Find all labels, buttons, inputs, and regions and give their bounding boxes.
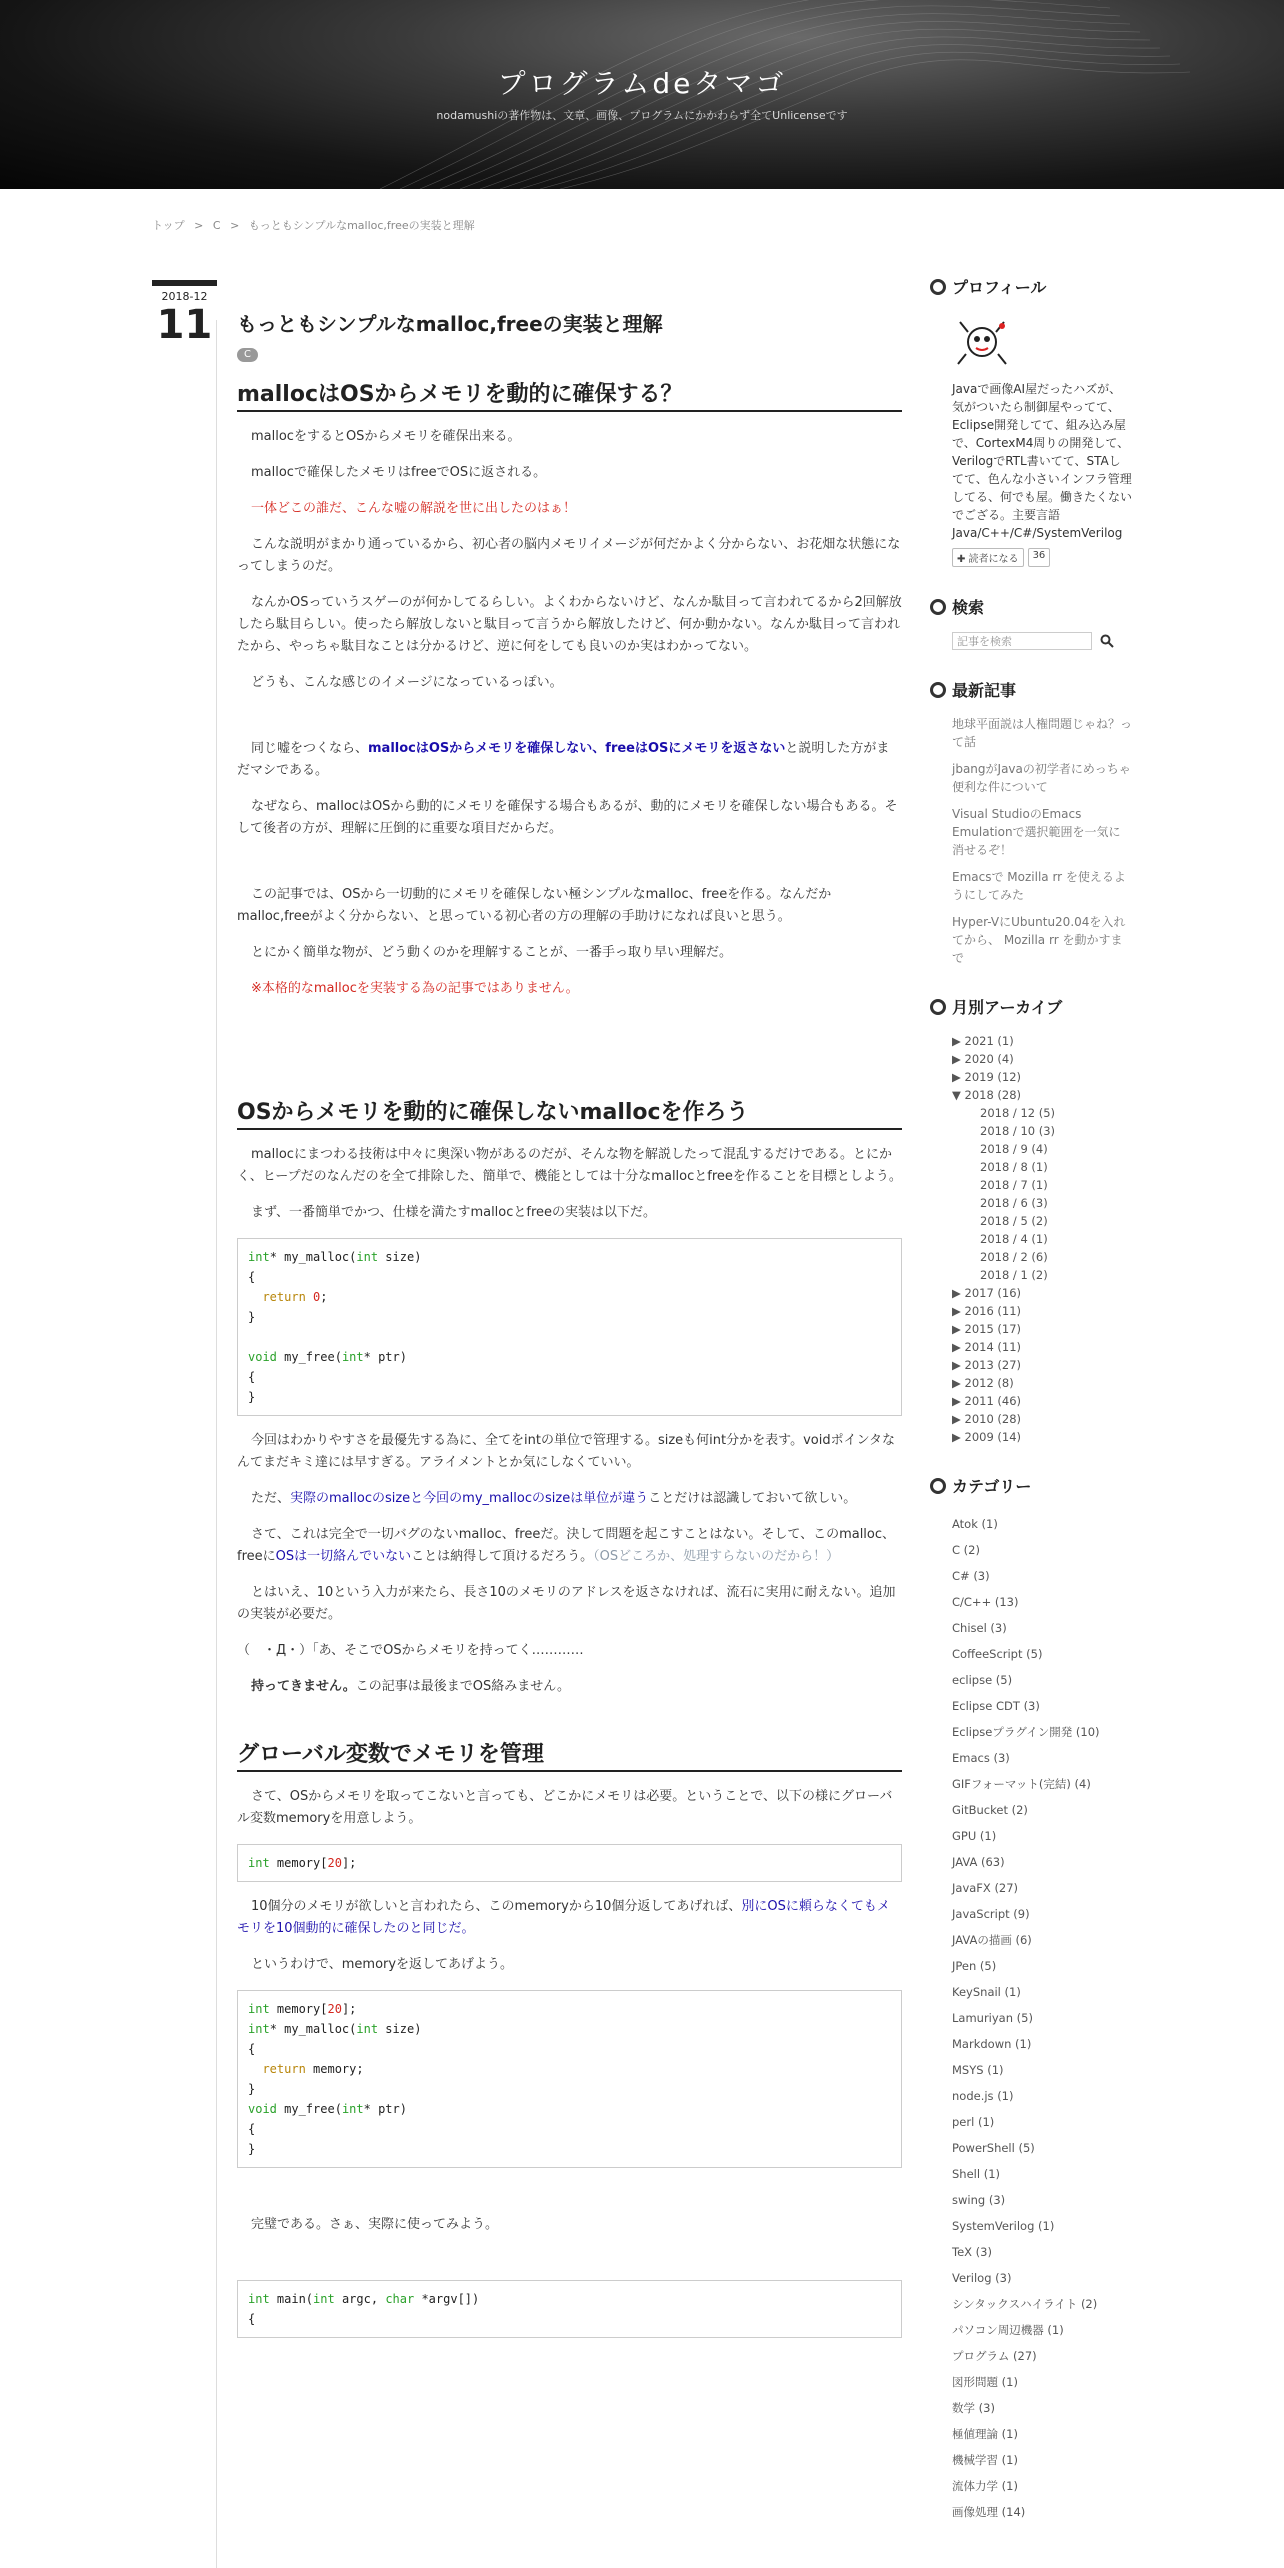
module-title: [932, 595, 1132, 618]
category-link[interactable]: GPU (1): [952, 1829, 997, 1843]
section-heading: mallocはOSからメモリを動的に確保する？: [237, 384, 902, 412]
archive-year[interactable]: ▶ 2021 (1): [952, 1034, 1014, 1048]
category-link[interactable]: パソコン周辺機器 (1): [952, 2323, 1064, 2337]
breadcrumb-separator: >: [194, 219, 204, 232]
date-divider: [216, 320, 217, 2568]
category-link[interactable]: Lamuriyan (5): [952, 2011, 1033, 2025]
category-link[interactable]: 流体力学 (1): [952, 2479, 1018, 2493]
module-title: [932, 678, 1132, 701]
breadcrumb: [152, 217, 481, 233]
category-link[interactable]: プログラム (27): [952, 2349, 1037, 2363]
paragraph: この記事では、OSから一切動的にメモリを確保しない極シンプルなmalloc、freeを作る。なんだかmalloc,freeがよく分からない、と思っている初心者の方の理解の手助けになれば良いと思う。: [237, 887, 832, 924]
category-link[interactable]: GitBucket (2): [952, 1803, 1028, 1817]
archive-year[interactable]: ▶ 2010 (28): [952, 1412, 1022, 1426]
archive-month[interactable]: 2018 / 9 (4): [980, 1142, 1048, 1156]
archive-month[interactable]: 2018 / 1 (2): [980, 1268, 1048, 1282]
module-title-text: 月別アーカイブ: [952, 998, 1063, 1017]
archive-month[interactable]: 2018 / 5 (2): [980, 1214, 1048, 1228]
paragraph: （ ・Д・）「あ、そこでOSからメモリを持ってく…………: [237, 1643, 584, 1658]
category-link[interactable]: JavaScript (9): [952, 1907, 1030, 1921]
paragraph: さて、OSからメモリを取ってこないと言っても、どこかにメモリは必要。ということで、以下の様にグローバル変数memoryを用意しよう。: [237, 1789, 893, 1826]
paragraph: なんかOSっていうスゲーのが何かしてるらしい。よくわからないけど、なんか駄目って言われてるから2回解放したら駄目らしい。使ったら解放しないと駄目って言うから解放したけど、何か動かない。なんか駄目って言われたから、やっちゃ駄目なことは分かるけど、逆に何をしても良いのか実はわかってない。: [237, 595, 902, 654]
highlight-text: 実際のmallocのsizeと今回のmy_mallocのsizeは単位が違う: [290, 1491, 649, 1506]
category-link[interactable]: PowerShell (5): [952, 2141, 1035, 2155]
paragraph: [237, 1676, 902, 1698]
paragraph: 完璧である。さぁ、実際に使ってみよう。: [251, 2217, 499, 2232]
paragraph: なぜなら、mallocはOSから動的にメモリを確保する場合もあるが、動的にメモリを確保しない場合もある。そして後者の方が、理解に圧倒的に重要な項目だからだ。: [237, 799, 898, 836]
reader-row: [952, 548, 1132, 567]
code-block: int memory[20];: [237, 1844, 902, 1882]
module-title: [932, 995, 1132, 1018]
archive-year[interactable]: ▶ 2012 (8): [952, 1376, 1014, 1390]
recent-entry-link[interactable]: jbangがJavaの初学者にめっちゃ便利な件について: [952, 762, 1131, 794]
blog-title[interactable]: プログラムdeタマゴ: [497, 67, 787, 100]
ring-icon: [930, 1478, 946, 1494]
archive-list: [952, 1032, 1132, 1446]
category-link[interactable]: Chisel (3): [952, 1621, 1007, 1635]
date-bar: [152, 280, 217, 286]
ring-icon: [930, 279, 946, 295]
module-title: [932, 1474, 1132, 1497]
avatar-illustration-icon: [952, 312, 1012, 372]
archive-year[interactable]: ▶ 2014 (11): [952, 1340, 1022, 1354]
archive-year[interactable]: ▶ 2017 (16): [952, 1286, 1022, 1300]
paragraph: どうも、こんな感じのイメージになっているっぽい。: [251, 675, 563, 690]
ring-icon: [930, 599, 946, 615]
paragraph-emphasis: 一体どこの誰だ、こんな嘘の解説を世に出したのはぁ！: [251, 501, 577, 516]
paragraph: [237, 1488, 902, 1510]
entry-content: [237, 310, 902, 2352]
reader-count[interactable]: 36: [1028, 548, 1051, 567]
bold-highlight: mallocはOSからメモリを確保しない、freeはOSにメモリを返さない: [368, 741, 786, 756]
archive-month[interactable]: 2018 / 12 (5): [980, 1106, 1056, 1120]
breadcrumb-category-link[interactable]: C: [212, 219, 221, 232]
category-link[interactable]: C/C++ (13): [952, 1595, 1019, 1609]
search-module: [932, 595, 1132, 650]
recent-entry-link[interactable]: Visual StudioのEmacs Emulationで選択範囲を一気に消せるぞ！: [952, 807, 1121, 857]
category-link[interactable]: Verilog (3): [952, 2271, 1012, 2285]
archive-year[interactable]: ▶ 2020 (4): [952, 1052, 1014, 1066]
category-link[interactable]: node.js (1): [952, 2089, 1014, 2103]
category-link[interactable]: GIFフォーマット(完結) (4): [952, 1777, 1091, 1791]
code-block: int* my_malloc(int size) { return 0; } void my_free(int* ptr) { }: [237, 1238, 902, 1416]
module-title-text: カテゴリー: [952, 1477, 1032, 1496]
paragraph: こんな説明がまかり通っているから、初心者の脳内メモリイメージが何だかよく分からない、お花畑な状態になってしまうのだ。: [237, 537, 901, 574]
category-link[interactable]: 画像処理 (14): [952, 2505, 1026, 2519]
module-title-text: 最新記事: [952, 681, 1017, 700]
breadcrumb-current: もっともシンプルなmalloc,freeの実装と理解: [248, 219, 475, 232]
archive-module: [932, 995, 1132, 1446]
ring-icon: [930, 999, 946, 1015]
category-link[interactable]: JavaFX (27): [952, 1881, 1019, 1895]
paragraph: mallocをするとOSからメモリを確保出来る。: [251, 429, 521, 444]
category-link[interactable]: Emacs (3): [952, 1751, 1010, 1765]
profile-module: [932, 275, 1132, 567]
category-link[interactable]: MSYS (1): [952, 2063, 1004, 2077]
archive-year[interactable]: ▶ 2009 (14): [952, 1430, 1022, 1444]
date-year-month: 2018-12: [161, 290, 208, 303]
text-span: 10個分のメモリが欲しいと言われたら、このmemoryから10個分返してあげれば、: [251, 1899, 742, 1914]
archive-year[interactable]: ▶ 2013 (27): [952, 1358, 1022, 1372]
paragraph: 今回はわかりやすさを最優先する為に、全てをintの単位で管理する。sizeも何int分かを表す。voidポインタなんてまだキミ達には早すぎる。アライメントとか気にしなくていい。: [237, 1433, 896, 1470]
recent-entry-link[interactable]: 地球平面説は人権問題じゃね？って話: [952, 717, 1133, 749]
category-link[interactable]: TeX (3): [952, 2245, 992, 2259]
category-module: [932, 1474, 1132, 2525]
blog-header: [0, 0, 1284, 189]
entry-category-tag[interactable]: C: [237, 348, 258, 362]
category-link[interactable]: C# (3): [952, 1569, 990, 1583]
category-link[interactable]: Markdown (1): [952, 2037, 1032, 2051]
paragraph: [237, 1896, 902, 1940]
category-link[interactable]: 機械学習 (1): [952, 2453, 1018, 2467]
paragraph: mallocにまつわる技術は中々に奥深い物があるのだが、そんな物を解説したって混乱するだけである。とにかく、ヒープだのなんだのを全て排除した、簡単で、機能としては十分なmallocとfreeを作ることを目標としよう。: [237, 1147, 902, 1184]
category-link[interactable]: KeySnail (1): [952, 1985, 1021, 1999]
highlight-text: OSは一切絡んでいない: [275, 1549, 412, 1564]
text-span: さて、これは完全で一切バグのないmalloc、freeだ。決して問題を起こすことはない。そして、このmalloc、freeに: [237, 1527, 896, 1564]
profile-avatar[interactable]: [952, 312, 1012, 372]
code-block: int memory[20]; int* my_malloc(int size) { return memory; } void my_free(int* ptr) { }: [237, 1990, 902, 2168]
category-link[interactable]: swing (3): [952, 2193, 1006, 2207]
sidebar: [932, 275, 1132, 2553]
category-link[interactable]: eclipse (5): [952, 1673, 1013, 1687]
text-span: ただ、: [251, 1491, 291, 1506]
category-link[interactable]: JPen (5): [952, 1959, 997, 1973]
blog-description: nodamushiの著作物は、文章、画像、プログラムにかかわらず全てUnlicenseです: [436, 109, 848, 122]
archive-month[interactable]: 2018 / 6 (3): [980, 1196, 1048, 1210]
archive-month[interactable]: 2018 / 10 (3): [980, 1124, 1056, 1138]
category-link[interactable]: 数学 (3): [952, 2401, 995, 2415]
text-span: ことだけは認識しておいて欲しい。: [648, 1491, 857, 1506]
date-day: 11: [156, 302, 213, 348]
category-link[interactable]: JAVAの描画 (6): [952, 1933, 1032, 1947]
search-icon[interactable]: [1100, 634, 1114, 648]
category-link[interactable]: 図形問題 (1): [952, 2375, 1018, 2389]
category-link[interactable]: CoffeeScript (5): [952, 1647, 1043, 1661]
category-link[interactable]: シンタックスハイライト (2): [952, 2297, 1098, 2311]
search-input[interactable]: 記事を検索: [952, 632, 1092, 650]
breadcrumb-top-link[interactable]: トップ: [152, 219, 185, 232]
code-block: int main(int argc, char *argv[]) {: [237, 2280, 902, 2338]
paragraph: [237, 1524, 902, 1568]
archive-year[interactable]: ▶ 2015 (17): [952, 1322, 1022, 1336]
archive-year[interactable]: ▼ 2018 (28): [952, 1088, 1022, 1102]
paragraph: まず、一番簡単でかつ、仕様を満たすmallocとfreeの実装は以下だ。: [251, 1205, 657, 1220]
search-form: [952, 632, 1132, 650]
archive-month[interactable]: 2018 / 4 (1): [980, 1232, 1048, 1246]
archive-year[interactable]: ▶ 2011 (46): [952, 1394, 1022, 1408]
category-link[interactable]: 極値理論 (1): [952, 2427, 1018, 2441]
category-link[interactable]: Atok (1): [952, 1517, 998, 1531]
paragraph: mallocで確保したメモリはfreeでOSに返される。: [251, 465, 547, 480]
recent-entry-link[interactable]: Emacsで Mozilla rr を使えるようにしてみた: [952, 870, 1126, 902]
text-span: 同じ嘘をつくなら、: [251, 741, 369, 756]
aside-text: （OSどころか、処理すらないのだから！）: [593, 1549, 840, 1564]
profile-description: Javaで画像AI屋だったハズが、気がついたら制御屋やってて、Eclipse開発してて、組み込み屋で、CortexM4周りの開発して、VerilogでRTL書いてて、STAしてて、色んな小さいインフラ管理してる、何でも屋。働きたくないでござる。主要言語 Java/C++/C#/SystemVerilog: [952, 382, 1133, 540]
paragraph: というわけで、memoryを返してあげよう。: [251, 1957, 514, 1972]
archive-month[interactable]: 2018 / 2 (6): [980, 1250, 1048, 1264]
highlight-text: 別にOSに頼らなくてもメモリを10個動的に確保したのと同じだ。: [237, 1899, 890, 1936]
text-span: と説明した方がまだマシである。: [237, 741, 890, 778]
paragraph: とにかく簡単な物が、どう動くのかを理解することが、一番手っ取り早い理解だ。: [251, 945, 733, 960]
entry-title[interactable]: もっともシンプルなmalloc,freeの実装と理解: [237, 312, 663, 336]
category-link[interactable]: Eclipseプラグイン開発 (10): [952, 1725, 1100, 1739]
recent-entry-link[interactable]: Hyper-VにUbuntu20.04を入れてから、 Mozilla rr を動かすまで: [952, 915, 1126, 965]
category-list: [952, 1511, 1132, 2525]
text-span: ことは納得して頂けるだろう。: [411, 1549, 594, 1564]
paragraph-note: ※本格的なmallocを実装する為の記事ではありません。: [251, 981, 579, 996]
category-link[interactable]: C (2): [952, 1543, 980, 1557]
archive-year[interactable]: ▶ 2016 (11): [952, 1304, 1022, 1318]
module-title-text: 検索: [952, 598, 985, 617]
ring-icon: [930, 682, 946, 698]
module-title-text: プロフィール: [952, 278, 1047, 297]
category-link[interactable]: Eclipse CDT (3): [952, 1699, 1040, 1713]
archive-year[interactable]: ▶ 2019 (12): [952, 1070, 1022, 1084]
module-title: [932, 275, 1132, 298]
section-heading: OSからメモリを動的に確保しないmallocを作ろう: [237, 1102, 902, 1130]
archive-month[interactable]: 2018 / 8 (1): [980, 1160, 1048, 1174]
paragraph: [237, 738, 902, 782]
category-link[interactable]: SystemVerilog (1): [952, 2219, 1055, 2233]
bold-text: 持ってきません。: [251, 1679, 356, 1694]
recent-entries-module: [932, 678, 1132, 967]
category-link[interactable]: JAVA (63): [952, 1855, 1005, 1869]
breadcrumb-separator: >: [230, 219, 240, 232]
category-link[interactable]: Shell (1): [952, 2167, 1000, 2181]
archive-month[interactable]: 2018 / 7 (1): [980, 1178, 1048, 1192]
text-span: この記事は最後までOS絡みません。: [355, 1679, 571, 1694]
subscribe-button[interactable]: ✚ 読者になる: [952, 548, 1024, 567]
section-heading: グローバル変数でメモリを管理: [237, 1744, 902, 1772]
paragraph: とはいえ、10という入力が来たら、長さ10のメモリのアドレスを返さなければ、流石に実用に耐えない。追加の実装が必要だ。: [237, 1585, 896, 1622]
entry-date[interactable]: [152, 280, 217, 347]
category-link[interactable]: perl (1): [952, 2115, 995, 2129]
